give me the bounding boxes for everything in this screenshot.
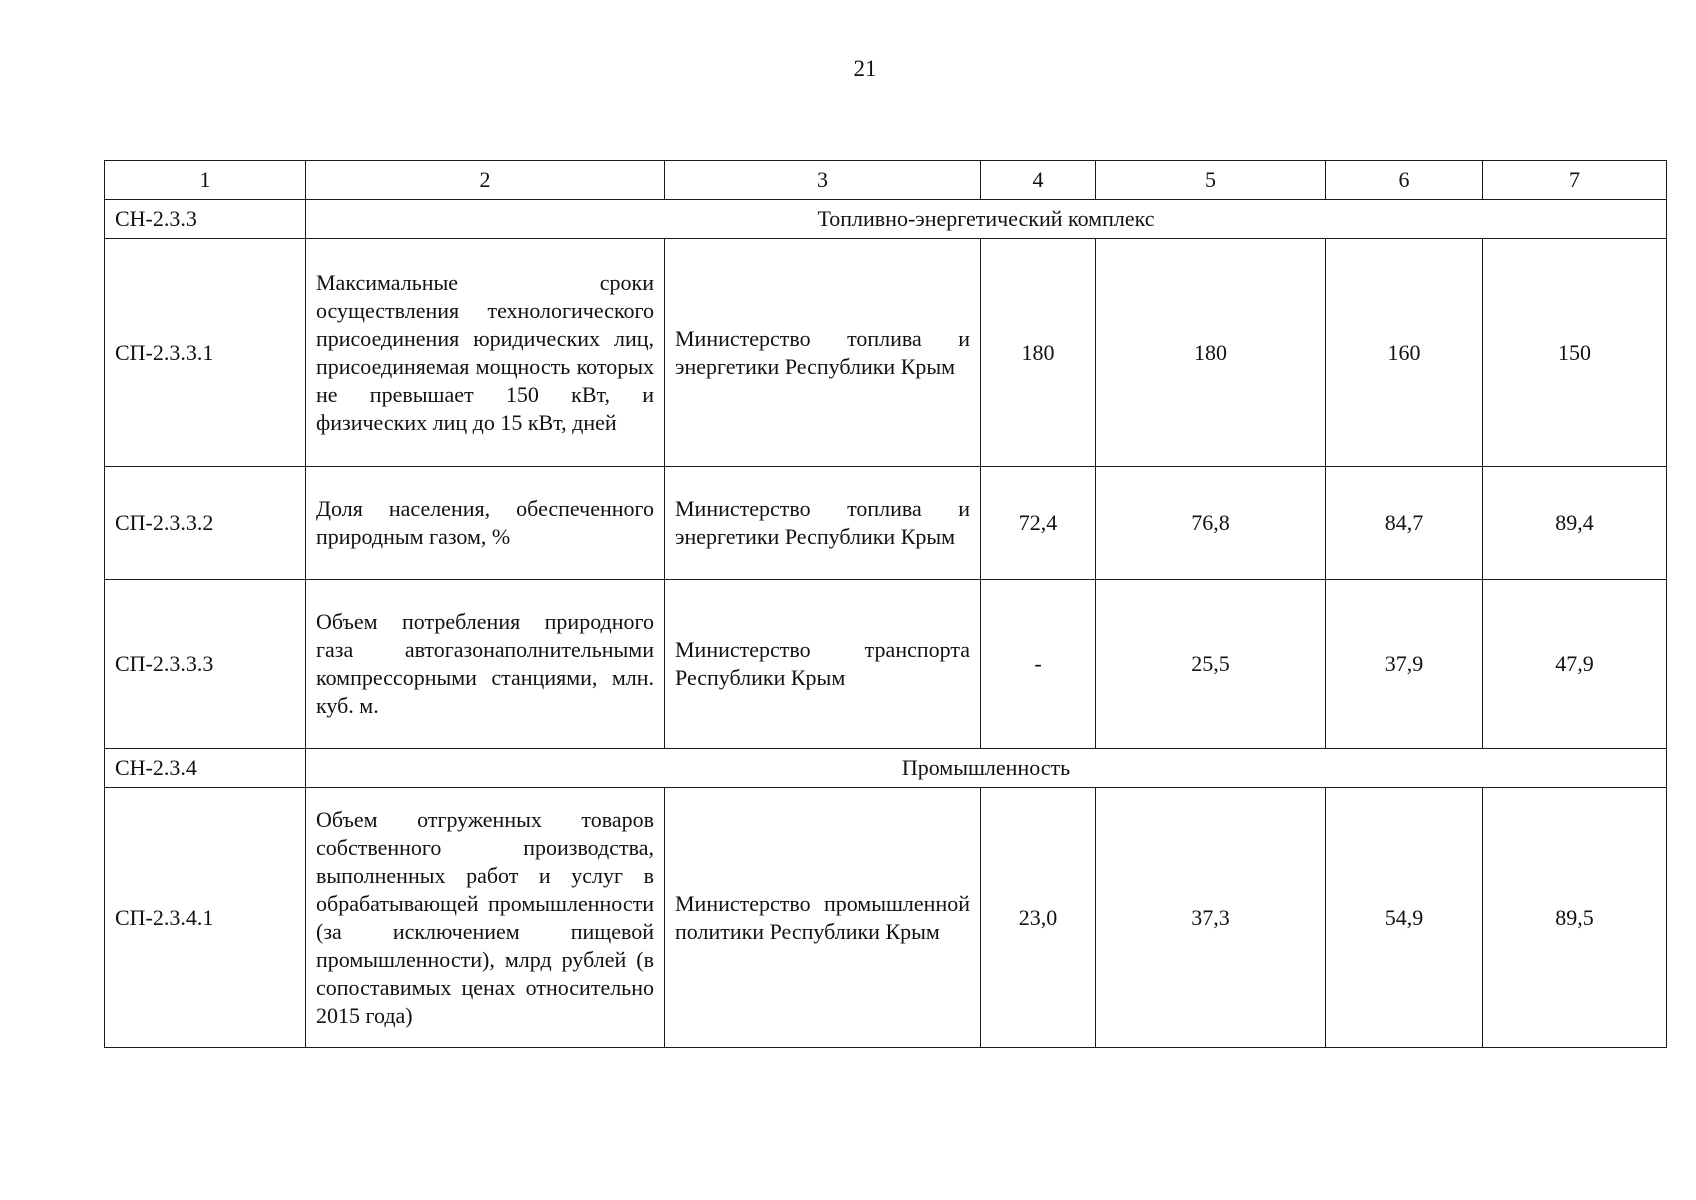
value-cell: 54,9 — [1326, 788, 1483, 1048]
column-header: 6 — [1326, 161, 1483, 200]
table-row — [105, 239, 1667, 467]
section-title: Промышленность — [306, 749, 1667, 788]
page-number: 21 — [853, 56, 877, 81]
value-cell: 23,0 — [981, 788, 1096, 1048]
column-header: 2 — [306, 161, 665, 200]
section-code: СН-2.3.3 — [105, 200, 306, 239]
responsible-body: Министерство промышленной политики Республики Крым — [665, 788, 981, 1048]
indicator-code: СП-2.3.3.1 — [105, 239, 306, 467]
column-header: 5 — [1096, 161, 1326, 200]
value-cell: - — [981, 580, 1096, 749]
value-cell: 37,9 — [1326, 580, 1483, 749]
responsible-body: Министерство транспорта Республики Крым — [665, 580, 981, 749]
responsible-body: Министерство топлива и энергетики Республики Крым — [665, 467, 981, 580]
indicator-description: Объем потребления природного газа автогазонаполнительными компрессорными станциями, млн. куб. м. — [306, 580, 665, 749]
value-cell: 47,9 — [1483, 580, 1667, 749]
table-row — [105, 788, 1667, 1048]
value-cell: 89,4 — [1483, 467, 1667, 580]
table-row — [105, 580, 1667, 749]
value-cell: 25,5 — [1096, 580, 1326, 749]
responsible-body: Министерство топлива и энергетики Республики Крым — [665, 239, 981, 467]
header-row — [105, 161, 1667, 200]
column-header: 3 — [665, 161, 981, 200]
value-cell: 180 — [1096, 239, 1326, 467]
value-cell: 84,7 — [1326, 467, 1483, 580]
value-cell: 37,3 — [1096, 788, 1326, 1048]
indicator-description: Объем отгруженных товаров собственного производства, выполненных работ и услуг в обрабатывающей промышленности (за исключением пищевой промышленности), млрд рублей (в сопоставимых ценах относительно 2015 года) — [306, 788, 665, 1048]
indicator-description: Доля населения, обеспеченного природным газом, % — [306, 467, 665, 580]
value-cell: 180 — [981, 239, 1096, 467]
value-cell: 150 — [1483, 239, 1667, 467]
value-cell: 76,8 — [1096, 467, 1326, 580]
column-header: 7 — [1483, 161, 1667, 200]
section-code: СН-2.3.4 — [105, 749, 306, 788]
column-header: 4 — [981, 161, 1096, 200]
section-row — [105, 749, 1667, 788]
value-cell: 89,5 — [1483, 788, 1667, 1048]
indicator-code: СП-2.3.3.3 — [105, 580, 306, 749]
table-row — [105, 467, 1667, 580]
value-cell: 72,4 — [981, 467, 1096, 580]
section-title: Топливно-энергетический комплекс — [306, 200, 1667, 239]
indicator-code: СП-2.3.4.1 — [105, 788, 306, 1048]
indicator-code: СП-2.3.3.2 — [105, 467, 306, 580]
value-cell: 160 — [1326, 239, 1483, 467]
indicators-table — [104, 160, 1667, 1048]
column-header: 1 — [105, 161, 306, 200]
indicator-description: Максимальные сроки осуществления технологического присоединения юридических лиц, присоединяемая мощность которых не превышает 150 кВт, и физических лиц до 15 кВт, дней — [306, 239, 665, 467]
section-row — [105, 200, 1667, 239]
